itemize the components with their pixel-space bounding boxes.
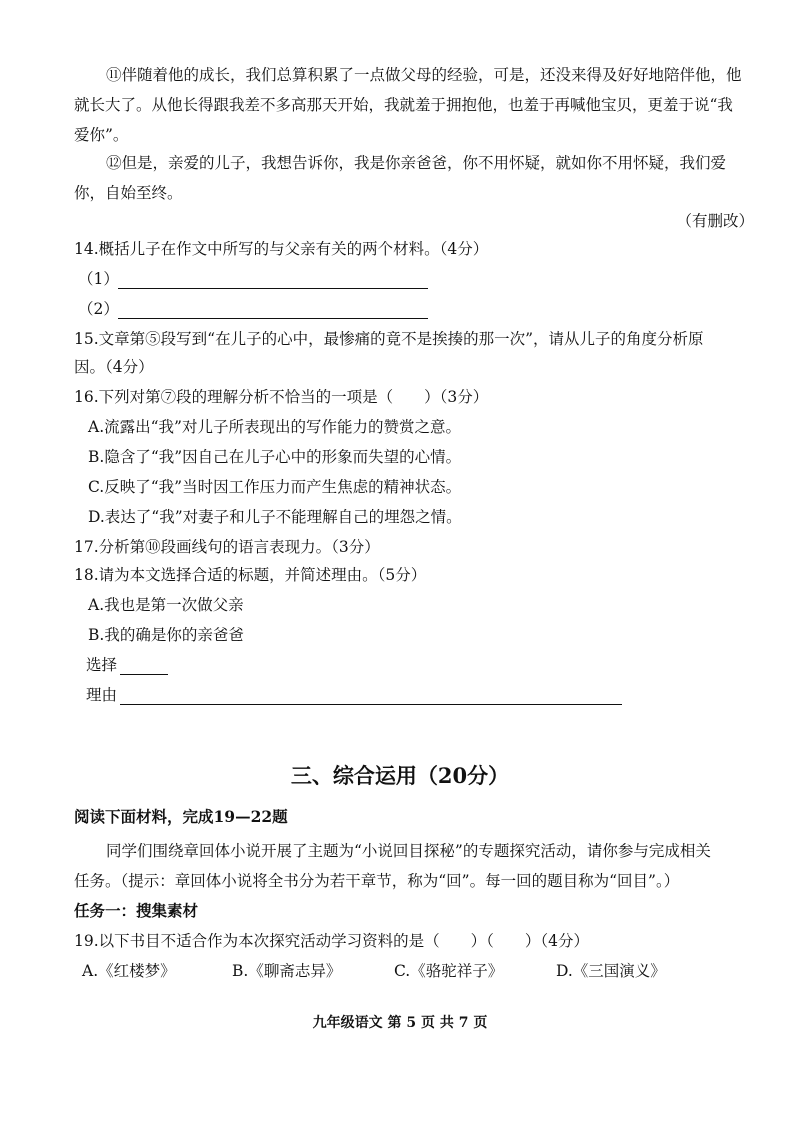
paragraph-11-line-3: 爱你”。: [74, 126, 129, 144]
reason-blank[interactable]: [120, 704, 622, 705]
paragraph-12-line-1: ⑫但是，亲爱的儿子，我想告诉你，我是你亲爸爸，你不用怀疑，就如你不用怀疑，我们爱: [106, 154, 727, 172]
option-b: B.隐含了“我”因自己在儿子心中的形象而失望的心情。: [88, 448, 462, 466]
paragraph-11-line-1: ⑪伴随着他的成长，我们总算积累了一点做父母的经验，可是，还没来得及好好地陪伴他，他: [106, 66, 742, 84]
book-option-b: B.《聊斋志异》: [232, 962, 342, 980]
book-option-c: C.《骆驼祥子》: [394, 962, 504, 980]
question-16: 16.下列对第⑦段的理解分析不恰当的一项是（ ）（3分）: [74, 388, 489, 406]
question-15-line-2: 因。（4分）: [74, 358, 154, 376]
title-option-b: B.我的确是你的亲爸爸: [88, 626, 244, 644]
choice-label: 选择: [86, 656, 118, 674]
task-1-heading: 任务一：搜集素材: [74, 901, 199, 920]
source-note: （有删改）: [676, 212, 754, 230]
question-14-blank-2-label: （2）: [78, 300, 119, 318]
answer-line[interactable]: [118, 288, 428, 289]
section-heading: 三、综合运用（20分）: [290, 763, 510, 788]
question-14: 14.概括儿子在作文中所写的与父亲有关的两个材料。（4分）: [74, 240, 489, 258]
paragraph-12-line-2: 你，自始至终。: [74, 184, 183, 202]
reading-instruction: 阅读下面材料，完成19—22题: [74, 807, 288, 826]
intro-line-1: 同学们围绕章回体小说开展了主题为“小说回目探秘”的专题探究活动，请你参与完成相关: [106, 842, 711, 860]
option-c: C.反映了“我”当时因工作压力而产生焦虑的精神状态。: [88, 478, 462, 496]
question-15-line-1: 15.文章第⑤段写到“在儿子的心中，最惨痛的竟不是挨揍的那一次”，请从儿子的角度分析原: [74, 330, 704, 348]
question-19: 19.以下书目不适合作为本次探究活动学习资料的是（ ）（ ）（4分）: [74, 932, 590, 950]
choice-blank[interactable]: [120, 674, 168, 675]
book-option-d: D.《三国演义》: [556, 962, 666, 980]
option-a: A.流露出“我”对儿子所表现出的写作能力的赞赏之意。: [88, 418, 461, 436]
question-14-blank-1-label: （1）: [78, 270, 119, 288]
book-option-a: A.《红楼梦》: [82, 962, 176, 980]
page-footer: 九年级语文 第 5 页 共 7 页: [312, 1015, 488, 1031]
reason-label: 理由: [86, 686, 118, 704]
title-option-a: A.我也是第一次做父亲: [88, 596, 244, 614]
intro-line-2: 任务。（提示：章回体小说将全书分为若干章节，称为“回”。每一回的题目称为“回目”。）: [74, 872, 680, 890]
question-17: 17.分析第⑩段画线句的语言表现力。（3分）: [74, 538, 380, 556]
option-d: D.表达了“我”对妻子和儿子不能理解自己的埋怨之情。: [88, 508, 462, 526]
answer-line[interactable]: [118, 318, 428, 319]
paragraph-11-line-2: 就长大了。从他长得跟我差不多高那天开始，我就羞于拥抱他，也羞于再喊他宝贝，更羞于说“我: [74, 96, 733, 114]
question-18: 18.请为本文选择合适的标题，并简述理由。（5分）: [74, 566, 427, 584]
